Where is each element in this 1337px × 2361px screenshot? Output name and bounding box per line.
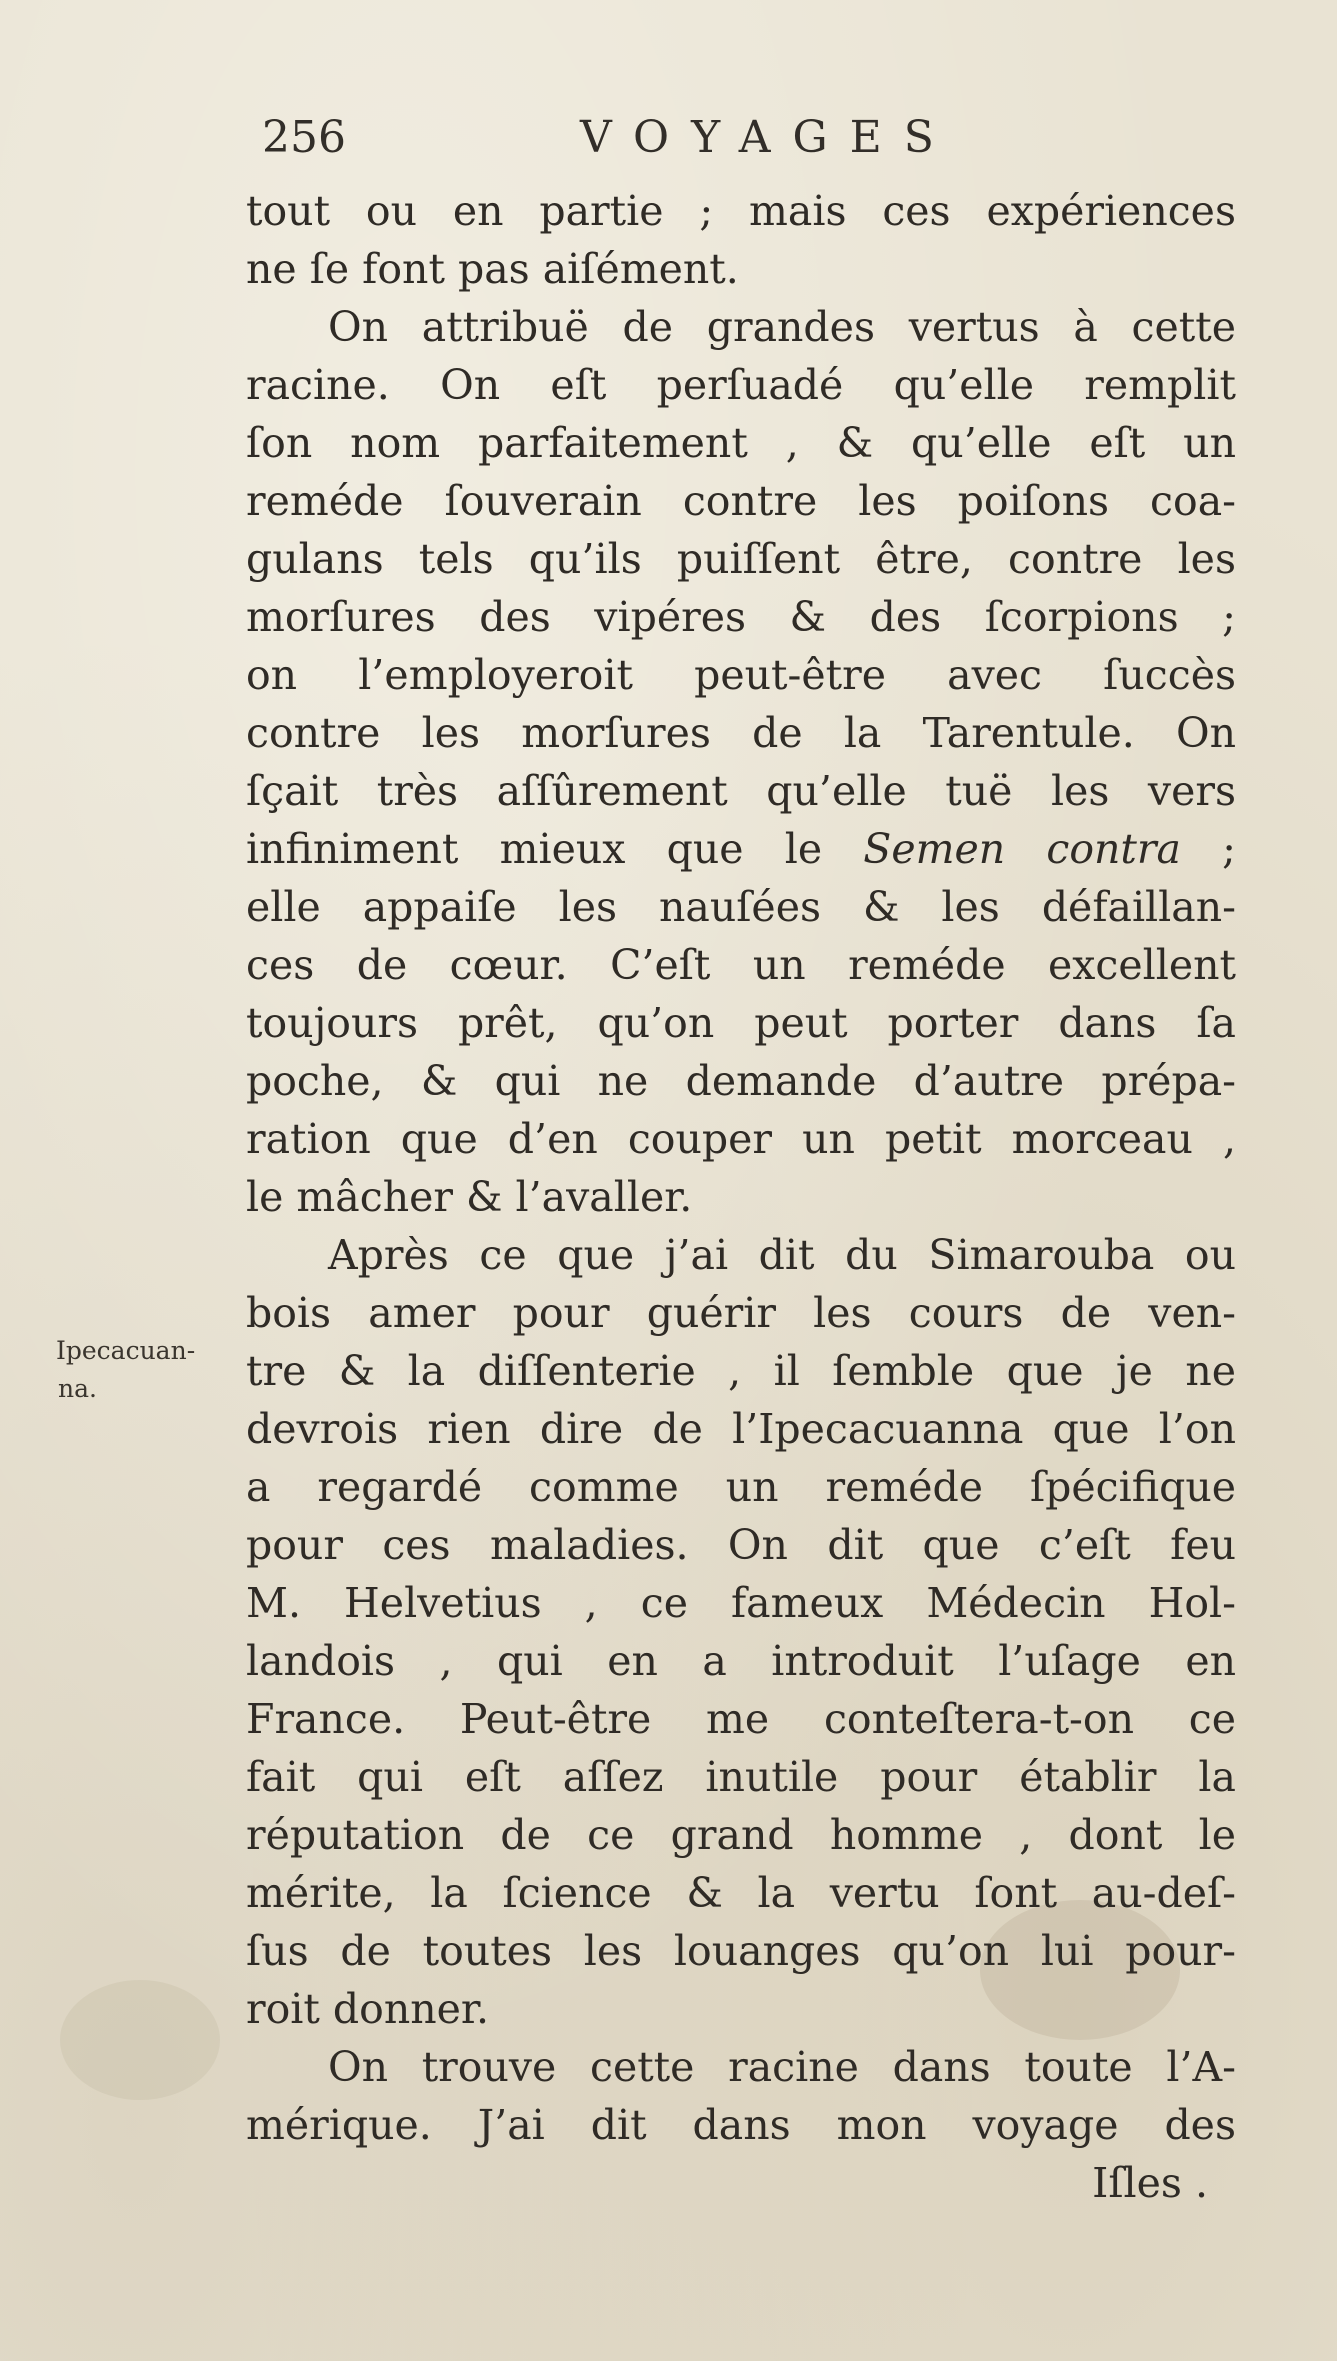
- text-line: On attribuë de grandes vertus à cette: [328, 303, 1236, 351]
- text-segment: ;: [1180, 825, 1236, 873]
- text-line: le mâcher & l’avaller.: [246, 1173, 693, 1221]
- text-line: mérique. J’ai dit dans mon voyage des: [246, 2101, 1236, 2149]
- text-line: pour ces maladies. On dit que c’eſt feu: [246, 1521, 1236, 1569]
- text-line: tre & la diſſenterie , il ſemble que je ne: [246, 1347, 1236, 1395]
- text-line: [246, 820, 1236, 878]
- page-header: [262, 108, 982, 168]
- page-number: 256: [262, 112, 346, 163]
- text-line: reméde ſouverain contre les poiſons coa-: [246, 477, 1236, 525]
- text-line: on l’employeroit peut-être avec ſuccès: [246, 651, 1236, 699]
- text-segment: infiniment mieux que le: [246, 825, 864, 873]
- text-line: ſçait très aſſûrement qu’elle tuë les vers: [246, 767, 1236, 815]
- margin-note-line: na.: [58, 1374, 97, 1403]
- text-line: landois , qui en a introduit l’uſage en: [246, 1637, 1236, 1685]
- text-line: bois amer pour guérir les cours de ven-: [246, 1289, 1236, 1337]
- body-text: [246, 182, 1236, 2212]
- text-line: roit donner.: [246, 1985, 490, 2033]
- text-line: ſus de toutes les louanges qu’on lui pour-: [246, 1927, 1236, 1975]
- margin-note: [56, 1332, 236, 1408]
- text-line: M. Helvetius , ce fameux Médecin Hol-: [246, 1579, 1236, 1627]
- text-line: gulans tels qu’ils puiſſent être, contre les: [246, 535, 1236, 583]
- text-line: contre les morſures de la Tarentule. On: [246, 709, 1236, 757]
- text-line: elle appaiſe les nauſées & les défaillan-: [246, 883, 1236, 931]
- text-line: ces de cœur. C’eſt un reméde excellent: [246, 941, 1236, 989]
- text-line: toujours prêt, qu’on peut porter dans ſa: [246, 999, 1236, 1047]
- text-line: On trouve cette racine dans toute l’A-: [328, 2043, 1236, 2091]
- text-line: France. Peut-être me conteſtera-t-on ce: [246, 1695, 1236, 1743]
- catchword: Iſles .: [1092, 2159, 1208, 2207]
- text-line: a regardé comme un reméde ſpécifique: [246, 1463, 1236, 1511]
- text-line: ſon nom parfaitement , & qu’elle eſt un: [246, 419, 1236, 467]
- running-head: VOYAGES: [580, 112, 956, 163]
- text-line: racine. On eſt perſuadé qu’elle remplit: [246, 361, 1236, 409]
- text-line: réputation de ce grand homme , dont le: [246, 1811, 1236, 1859]
- text-line: morſures des vipéres & des ſcorpions ;: [246, 593, 1236, 641]
- text-line: poche, & qui ne demande d’autre prépa-: [246, 1057, 1236, 1105]
- text-line: devrois rien dire de l’Ipecacuanna que l’on: [246, 1405, 1236, 1453]
- text-line: ration que d’en couper un petit morceau ,: [246, 1115, 1236, 1163]
- paper-stain: [60, 1980, 220, 2100]
- text-line: Après ce que j’ai dit du Simarouba ou: [328, 1231, 1236, 1279]
- margin-note-line: Ipecacuan-: [56, 1336, 196, 1365]
- latin-term: Semen contra: [863, 825, 1181, 873]
- text-line: mérite, la ſcience & la vertu ſont au-deſ-: [246, 1869, 1236, 1917]
- text-line: ne ſe font pas aiſément.: [246, 245, 739, 293]
- text-line: fait qui eſt aſſez inutile pour établir la: [246, 1753, 1236, 1801]
- text-line: tout ou en partie ; mais ces expériences: [246, 187, 1236, 235]
